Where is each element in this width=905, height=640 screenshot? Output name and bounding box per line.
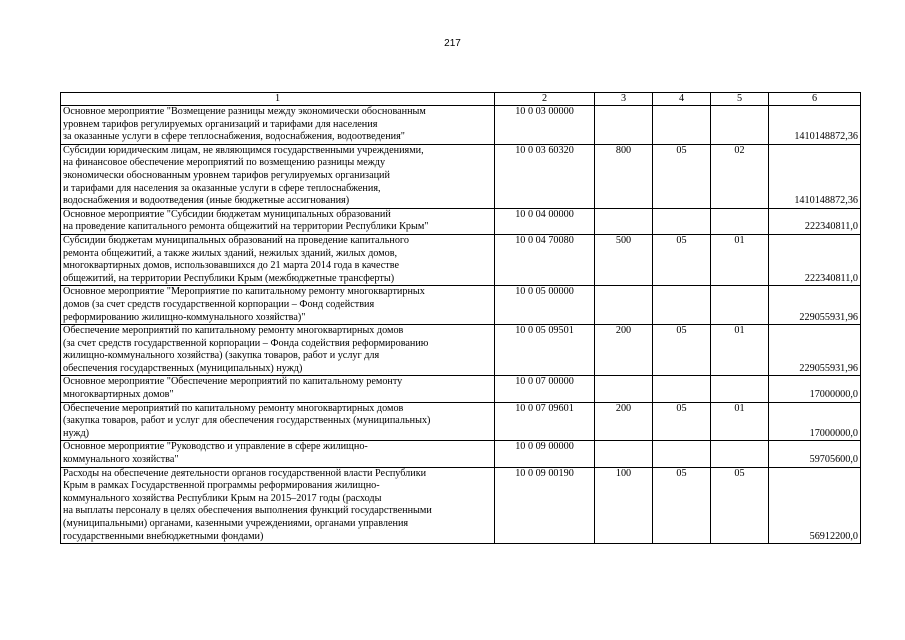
row-amount: 222340811,0	[769, 208, 861, 234]
row-expense-type	[595, 376, 653, 402]
description-line: Субсидии бюджетам муниципальных образований на проведение капитального	[63, 234, 409, 246]
description-line: на выплаты персоналу в целях обеспечения выполнения функций государственными	[63, 505, 432, 517]
row-amount: 1410148872,36	[769, 144, 861, 208]
row-section	[653, 208, 711, 234]
table-row	[61, 208, 861, 234]
row-expense-type: 100	[595, 467, 653, 544]
description-line: экономически обоснованным уровнем тарифов регулируемых организаций	[63, 169, 390, 181]
row-description	[61, 376, 495, 402]
description-line: государственными внебюджетными фондами)	[63, 530, 264, 542]
description-line: водоснабжения и водоотведения (иные бюджетные ассигнования)	[63, 195, 350, 207]
row-description	[61, 402, 495, 441]
row-description	[61, 441, 495, 467]
row-expense-type	[595, 441, 653, 467]
row-amount: 1410148872,36	[769, 106, 861, 145]
row-subsection	[711, 106, 769, 145]
table-header-row	[61, 93, 861, 106]
row-description	[61, 106, 495, 145]
description-line: Основное мероприятие "Обеспечение мероприятий по капитальному ремонту	[63, 376, 403, 388]
table-row	[61, 144, 861, 208]
description-line: общежитий, на территории Республики Крым (межбюджетные трансферты)	[63, 272, 395, 284]
table-row	[61, 376, 861, 402]
column-header-4: 4	[653, 93, 711, 106]
row-description	[61, 286, 495, 325]
description-line: (за счет средств государственной корпорации – Фонда содействия реформированию	[63, 337, 429, 349]
row-section: 05	[653, 402, 711, 441]
description-line: многоквартирных домов"	[63, 389, 174, 401]
row-description	[61, 467, 495, 544]
column-header-3: 3	[595, 93, 653, 106]
row-expense-type	[595, 286, 653, 325]
row-subsection: 01	[711, 402, 769, 441]
row-target-code: 10 0 04 70080	[495, 234, 595, 285]
row-amount: 56912200,0	[769, 467, 861, 544]
row-expense-type: 500	[595, 234, 653, 285]
row-subsection: 05	[711, 467, 769, 544]
row-expense-type: 200	[595, 325, 653, 376]
row-amount: 17000000,0	[769, 376, 861, 402]
column-header-6: 6	[769, 93, 861, 106]
row-section: 05	[653, 325, 711, 376]
row-target-code: 10 0 09 00000	[495, 441, 595, 467]
description-line: коммунального хозяйства Республики Крым на 2015–2017 годы (расходы	[63, 492, 382, 504]
row-section: 05	[653, 144, 711, 208]
description-line: (муниципальными) органами, казенными учреждениями, органами управления	[63, 518, 409, 529]
row-subsection: 01	[711, 325, 769, 376]
budget-table	[60, 92, 861, 544]
row-section	[653, 376, 711, 402]
table-row	[61, 441, 861, 467]
description-line: обеспечения государственных (муниципальных) нужд)	[63, 362, 303, 374]
page-number: 217	[444, 38, 461, 49]
row-target-code: 10 0 07 00000	[495, 376, 595, 402]
row-description	[61, 144, 495, 208]
row-expense-type: 800	[595, 144, 653, 208]
row-expense-type	[595, 106, 653, 145]
row-subsection: 02	[711, 144, 769, 208]
row-target-code: 10 0 09 00190	[495, 467, 595, 544]
table-row	[61, 467, 861, 544]
row-target-code: 10 0 03 60320	[495, 144, 595, 208]
row-section	[653, 106, 711, 145]
row-section	[653, 441, 711, 467]
description-line: реформированию жилищно-коммунального хозяйства)"	[63, 311, 306, 323]
description-line: на проведение капитального ремонта общежитий на территории Республики Крым"	[63, 221, 429, 233]
table-row	[61, 325, 861, 376]
table-row	[61, 402, 861, 441]
row-subsection	[711, 208, 769, 234]
description-line: Обеспечение мероприятий по капитальному ремонту многоквартирных домов	[63, 325, 404, 337]
row-amount: 222340811,0	[769, 234, 861, 285]
description-line: Расходы на обеспечение деятельности органов государственной власти Республики	[63, 467, 427, 479]
description-line: Основное мероприятие "Возмещение разницы между экономически обоснованным	[63, 106, 426, 117]
row-description	[61, 234, 495, 285]
description-line: (закупка товаров, работ и услуг для обеспечения государственных (муниципальных)	[63, 415, 431, 427]
description-line: за оказанные услуги в сфере теплоснабжения, водоснабжения, водоотведения"	[63, 131, 405, 143]
table-body	[61, 106, 861, 544]
row-expense-type	[595, 208, 653, 234]
description-line: на финансовое обеспечение мероприятий по возмещению разницы между	[63, 157, 386, 169]
row-expense-type: 200	[595, 402, 653, 441]
description-line: и тарифами для населения за оказанные услуги в сфере теплоснабжения,	[63, 182, 381, 194]
row-section	[653, 286, 711, 325]
row-target-code: 10 0 05 00000	[495, 286, 595, 325]
row-subsection: 01	[711, 234, 769, 285]
description-line: Обеспечение мероприятий по капитальному ремонту многоквартирных домов	[63, 402, 404, 414]
row-target-code: 10 0 07 09601	[495, 402, 595, 441]
row-section: 05	[653, 234, 711, 285]
row-target-code: 10 0 05 09501	[495, 325, 595, 376]
row-description	[61, 325, 495, 376]
description-line: Крым в рамках Государственной программы реформирования жилищно-	[63, 480, 380, 492]
row-amount: 229055931,96	[769, 325, 861, 376]
description-line: Основное мероприятие "Руководство и управление в сфере жилищно-	[63, 441, 368, 453]
column-header-1: 1	[61, 93, 495, 106]
row-section: 05	[653, 467, 711, 544]
table-row	[61, 234, 861, 285]
row-subsection	[711, 286, 769, 325]
description-line: коммунального хозяйства"	[63, 454, 179, 466]
row-target-code: 10 0 04 00000	[495, 208, 595, 234]
table-row	[61, 286, 861, 325]
table-row	[61, 106, 861, 145]
row-description	[61, 208, 495, 234]
description-line: жилищно-коммунального хозяйства) (закупка товаров, работ и услуг для	[63, 350, 380, 362]
row-amount: 17000000,0	[769, 402, 861, 441]
row-target-code: 10 0 03 00000	[495, 106, 595, 145]
description-line: Субсидии юридическим лицам, не являющимся государственными учреждениями,	[63, 144, 424, 156]
description-line: домов (за счет средств государственной корпорации – Фонд содействия	[63, 298, 375, 310]
description-line: Основное мероприятие "Мероприятие по капитальному ремонту многоквартирных	[63, 286, 425, 298]
description-line: многоквартирных домов, использовавшихся до 21 марта 2014 года в качестве	[63, 260, 399, 272]
description-line: уровнем тарифов регулируемых организаций и тарифами для населения	[63, 118, 378, 130]
description-line: Основное мероприятие "Субсидии бюджетам муниципальных образований	[63, 208, 391, 220]
row-amount: 229055931,96	[769, 286, 861, 325]
description-line: нужд)	[63, 427, 90, 439]
description-line: ремонта общежитий, а также жилых зданий, нежилых зданий, жилых домов,	[63, 247, 398, 259]
row-subsection	[711, 376, 769, 402]
column-header-2: 2	[495, 93, 595, 106]
row-subsection	[711, 441, 769, 467]
row-amount: 59705600,0	[769, 441, 861, 467]
column-header-5: 5	[711, 93, 769, 106]
